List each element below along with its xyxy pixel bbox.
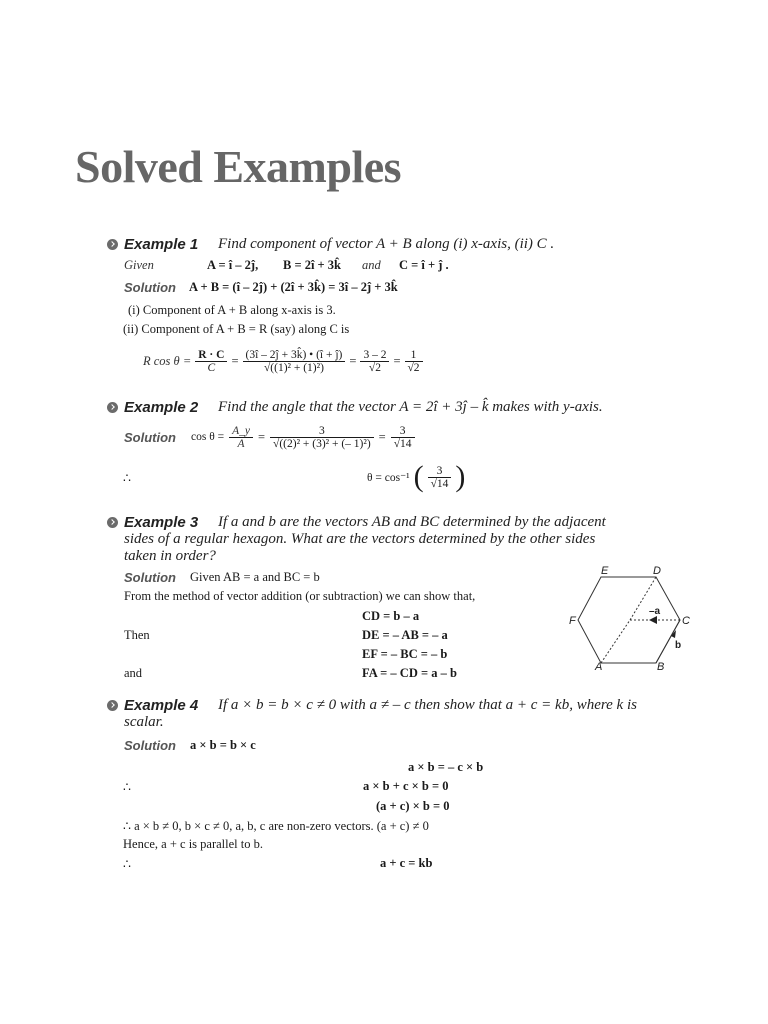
fraction xyxy=(270,425,374,450)
fraction-den: A xyxy=(237,437,245,450)
equals: = xyxy=(378,429,386,444)
line-5: Hence, a + c is parallel to b. xyxy=(123,837,263,851)
bullet-icon xyxy=(107,402,118,413)
theta-lhs: θ = cos⁻¹ xyxy=(367,472,410,484)
label-b-vector: b xyxy=(675,640,682,651)
example-4-question-line-2: scalar. xyxy=(124,714,164,730)
fraction xyxy=(405,349,423,374)
solution-label: Solution xyxy=(124,280,176,295)
fraction-den: √14 xyxy=(393,437,412,450)
label-c: C xyxy=(682,615,690,627)
therefore: ∴ xyxy=(123,857,131,871)
solution-label: Solution xyxy=(124,429,176,445)
label-a: A xyxy=(595,661,603,673)
given-label: Given xyxy=(124,258,154,272)
line-3: (a + c) × b = 0 xyxy=(376,799,450,813)
fraction-num: 3 xyxy=(428,465,452,478)
example-3-question-line-1: If a and b are the vectors AB and BC determined by the adjacent xyxy=(218,514,606,530)
rcos-lhs: R cos θ = xyxy=(143,353,192,368)
theta-equation: θ = cos⁻¹ ( $\frac{3}{√14}$ ) xyxy=(367,460,466,493)
line-1: a × b = – c × b xyxy=(408,760,484,774)
given-and: and xyxy=(362,258,381,272)
solution-label: Solution xyxy=(124,570,176,585)
fraction-num: 3 xyxy=(391,425,415,438)
r-cos-equation xyxy=(143,341,423,381)
page-title: Solved Examples xyxy=(75,141,402,192)
solution-first: a × b = b × c xyxy=(190,738,256,752)
line-6: a + c = kb xyxy=(380,856,433,870)
example-3-question-line-2: sides of a regular hexagon. What are the vectors determined by the other sides xyxy=(124,531,596,547)
de-equation: DE = – AB = – a xyxy=(362,628,448,642)
fraction-den: √14 xyxy=(430,477,449,490)
label-f: F xyxy=(569,615,576,627)
equals: = xyxy=(393,353,401,368)
cd-equation: CD = b – a xyxy=(362,609,420,623)
fraction xyxy=(428,465,452,490)
bullet-icon xyxy=(107,517,118,528)
line-4: ∴ a × b ≠ 0, b × c ≠ 0, a, b, c are non-zero vectors. (a + c) ≠ 0 xyxy=(123,819,429,833)
solution-text: A + B = (î – 2ĵ) + (2î + 3k̂) = 3î – 2ĵ + 3k̂ xyxy=(189,280,398,294)
dashed-line xyxy=(601,620,630,663)
example-3-label: Example 3 xyxy=(124,514,199,531)
fraction-num: (3î – 2ĵ + 3k̂) • (î + ĵ) xyxy=(243,349,346,362)
given-c: C = î + ĵ . xyxy=(399,258,449,272)
therefore: ∴ xyxy=(123,780,131,794)
fraction-num: 1 xyxy=(405,349,423,362)
hexagon-outline xyxy=(578,577,680,663)
ef-equation: EF = – BC = – b xyxy=(362,647,448,661)
example-2-question: Find the angle that the vector A = 2î + 3ĵ – k̂ makes with y-axis. xyxy=(218,399,603,415)
arrow-icon xyxy=(649,616,657,624)
therefore: ∴ xyxy=(123,471,131,485)
part-ii: (ii) Component of A + B = R (say) along C is xyxy=(123,322,350,336)
fraction xyxy=(195,349,227,374)
fraction-den: √((1)² + (1)²) xyxy=(263,361,324,374)
label-d: D xyxy=(653,565,661,577)
fraction-den: √2 xyxy=(368,361,381,374)
given-b: B = 2î + 3k̂ xyxy=(283,258,342,272)
example-3-question-line-3: taken in order? xyxy=(124,548,216,564)
label-b: B xyxy=(657,661,665,673)
hexagon-diagram xyxy=(565,560,695,675)
example-1-label: Example 1 xyxy=(124,236,199,253)
bullet-icon xyxy=(107,239,118,250)
fraction xyxy=(243,349,346,374)
fa-equation: FA = – CD = a – b xyxy=(362,666,457,680)
fraction xyxy=(229,425,253,450)
cos-lhs: cos θ = xyxy=(191,431,225,443)
fraction-den: C xyxy=(207,361,216,374)
equals: = xyxy=(231,353,239,368)
equals: = xyxy=(349,353,357,368)
given-text: Given AB = a and BC = b xyxy=(190,570,320,584)
cos-theta-equation xyxy=(124,417,415,457)
label-e: E xyxy=(601,565,609,577)
line-2: a × b + c × b = 0 xyxy=(363,779,449,793)
example-4-label: Example 4 xyxy=(124,697,199,714)
and-text: and xyxy=(124,666,143,680)
fraction xyxy=(360,349,389,374)
bullet-icon xyxy=(107,700,118,711)
fraction-den: √((2)² + (3)² + (– 1)²) xyxy=(273,437,371,450)
fraction-num: 3 – 2 xyxy=(360,349,389,362)
fraction-num: A_y xyxy=(229,425,253,438)
then-text: Then xyxy=(124,628,150,642)
fraction-num: 3 xyxy=(270,425,374,438)
fraction-den: √2 xyxy=(407,361,420,374)
fraction xyxy=(391,425,415,450)
example-1-question: Find component of vector A + B along (i) x-axis, (ii) C . xyxy=(218,236,555,252)
example-4-question-line-1: If a × b = b × c ≠ 0 with a ≠ – c then show that a + c = kb, where k is xyxy=(218,697,637,713)
method-text: From the method of vector addition (or subtraction) we can show that, xyxy=(124,589,476,603)
fraction-num: R · C xyxy=(195,349,227,362)
equals: = xyxy=(257,429,266,444)
example-2-label: Example 2 xyxy=(124,399,199,416)
given-a: A = î – 2ĵ, xyxy=(207,258,259,272)
label-neg-a: –a xyxy=(649,606,661,617)
solution-label: Solution xyxy=(124,738,176,753)
part-i: (i) Component of A + B along x-axis is 3. xyxy=(128,303,336,317)
